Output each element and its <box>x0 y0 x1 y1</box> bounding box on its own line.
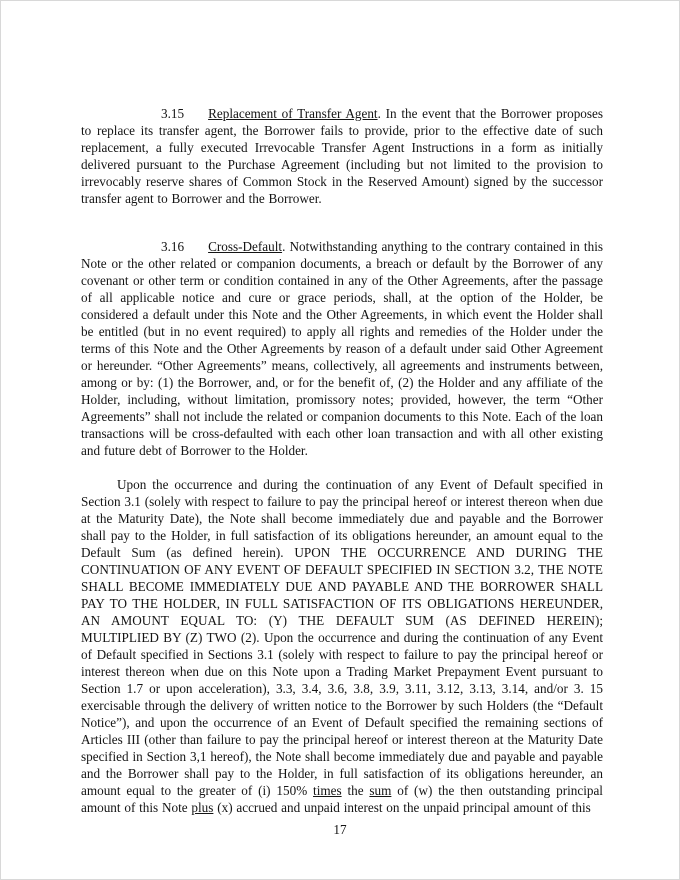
section-3-15-paragraph <box>81 105 603 207</box>
default-remedies-text: of (w) the then outstanding principal amount of this Note <box>81 783 603 815</box>
section-3-15-heading: Replacement of Transfer Agent <box>208 106 378 121</box>
section-3-15-number: 3.15 <box>161 106 185 121</box>
default-remedies-paragraph <box>81 476 603 816</box>
section-3-16-heading: Cross-Default <box>208 239 283 254</box>
default-remedies-text: (x) accrued and unpaid interest on the unpaid principal amount of this <box>213 800 591 815</box>
document-body <box>81 105 603 816</box>
underlined-word-times: times <box>313 783 342 798</box>
default-remedies-text: the <box>341 783 370 798</box>
underlined-word-sum: sum <box>369 783 392 798</box>
section-3-16-number: 3.16 <box>161 239 185 254</box>
default-remedies-text: Upon the occurrence and during the continuation of any Event of Default specified in Section 3.1 (solely with respect to failure to pay the principal hereof or interest thereon when due at the Maturity Date), the Note shall become immediately due and payable and the Borrower shall pay to the Holder, in full satisfaction of its obligations hereunder, an amount equal to the Default Sum (as defined herein). UPON THE OCCURRENCE AND DURING THE CONTINUATION OF ANY EVENT OF DEFAULT SPECIFIED IN SECTION 3.2, THE NOTE SHALL BECOME IMMEDIATELY DUE AND PAYABLE AND THE BORROWER SHALL PAY TO THE HOLDER, IN FULL SATISFACTION OF ITS OBLIGATIONS HEREUNDER, AN AMOUNT EQUAL TO: (Y) THE DEFAULT SUM (AS DEFINED HEREIN); MULTIPLIED BY (Z) TWO (2). Upon the occurrence and during the continuation of any Event of Default specified in Sections 3.1 (solely with respect to failure to pay the principal hereof or interest thereon when due on this Note upon a Trading Market Prepayment Event pursuant to Section 1.7 or upon acceleration), 3.3, 3.4, 3.6, 3.8, 3.9, 3.11, 3.12, 3.13, 3.14, and/or 3. 15 exercisable through the delivery of written notice to the Borrower by such Holders (the “Default Notice”), and upon the occurrence of an Event of Default specified the remaining sections of Articles III (other than failure to pay the principal hereof or interest thereon at the Maturity Date specified in Section 3,1 hereof), the Note shall become immediately due and payable and payable and the Borrower shall pay to the Holder, in full satisfaction of its obligations hereunder, an amount equal to the greater of (i) 150% <box>81 477 603 798</box>
page-number: 17 <box>333 822 347 837</box>
section-3-15-body: . In the event that the Borrower proposes to replace its transfer agent, the Borrower fails to provide, prior to the effective date of such replacement, a fully executed Irrevocable Transfer Agent Instructions in a form as initially delivered pursuant to the Purchase Agreement (including but not limited to the provision to irrevocably reserve shares of Common Stock in the Reserved Amount) signed by the successor transfer agent to Borrower and the Borrower. <box>81 106 603 206</box>
section-3-16-body: . Notwithstanding anything to the contrary contained in this Note or the other related or companion documents, a breach or default by the Borrower of any covenant or other term or condition contained in any of the Other Agreements, after the passage of all applicable notice and cure or grace periods, shall, at the option of the Holder, be considered a default under this Note and the Other Agreements, in which event the Holder shall be entitled (but in no event required) to apply all rights and remedies of the Holder under the terms of this Note and the Other Agreements by reason of a default under said Other Agreement or hereunder. “Other Agreements” means, collectively, all agreements and instruments between, among or by: (1) the Borrower, and, or for the benefit of, (2) the Holder and any affiliate of the Holder, including, without limitation, promissory notes; provided, however, the term “Other Agreements” shall not include the related or companion documents to this Note. Each of the loan transactions will be cross-defaulted with each other loan transaction and with all other existing and future debt of Borrower to the Holder. <box>81 239 603 458</box>
section-3-16-paragraph <box>81 238 603 459</box>
underlined-word-plus: plus <box>191 800 214 815</box>
